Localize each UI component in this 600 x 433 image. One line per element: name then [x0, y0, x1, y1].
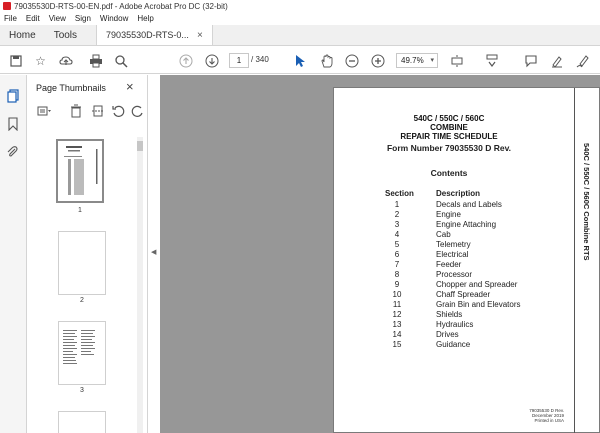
- page-thumbnail-4[interactable]: [58, 411, 106, 433]
- toc-desc: Hydraulics: [436, 320, 474, 329]
- toc-num: 15: [392, 340, 402, 349]
- toc-num: 5: [394, 240, 400, 249]
- bookmark-icon[interactable]: [6, 117, 20, 131]
- page-number-input[interactable]: 1: [229, 53, 249, 68]
- toc-desc: Electrical: [436, 250, 469, 259]
- toc-desc: Cab: [436, 230, 451, 239]
- toc-desc: Shields: [436, 310, 463, 319]
- toc-row: [334, 250, 564, 260]
- hand-tool-icon[interactable]: [319, 53, 334, 68]
- doc-title-line-2: COMBINE: [430, 123, 468, 132]
- toc-row: [334, 300, 564, 310]
- toc-num: 13: [392, 320, 402, 329]
- page-total: / 340: [251, 55, 269, 64]
- toc-row: [334, 260, 564, 270]
- doc-section-header: Section: [385, 189, 414, 198]
- fit-page-icon[interactable]: [449, 53, 464, 68]
- doc-description-header: Description: [436, 189, 481, 198]
- scrollbar-thumb[interactable]: [137, 141, 143, 151]
- thumbnail-scrollbar[interactable]: [137, 137, 143, 433]
- highlight-pen-icon[interactable]: [549, 53, 564, 68]
- toc-row: [334, 330, 564, 340]
- toc-num: 12: [392, 310, 402, 319]
- toc-desc: Guidance: [436, 340, 471, 349]
- toc-desc: Engine: [436, 210, 461, 219]
- thumbnails-panel: [28, 75, 148, 433]
- toc-desc: Feeder: [436, 260, 462, 269]
- toc-row: [334, 230, 564, 240]
- toc-num: 11: [392, 300, 402, 309]
- close-icon[interactable]: ×: [196, 29, 203, 41]
- menu-help[interactable]: Help: [137, 14, 154, 23]
- attachment-icon[interactable]: [6, 145, 20, 159]
- toc-row: [334, 310, 564, 320]
- toc-num: 3: [394, 220, 400, 229]
- toc-desc: Grain Bin and Elevators: [436, 300, 521, 309]
- panel-title: Page Thumbnails: [36, 83, 106, 93]
- doc-title-line-1: 540C / 550C / 560C: [413, 114, 485, 123]
- tab-home[interactable]: Home: [9, 29, 36, 41]
- zoom-in-icon[interactable]: [370, 53, 385, 68]
- previous-page-icon[interactable]: [178, 53, 193, 68]
- thumbnail-options-icon[interactable]: [37, 104, 51, 118]
- toc-desc: Decals and Labels: [436, 200, 502, 209]
- menu-view[interactable]: View: [48, 14, 66, 23]
- collapse-panel-icon[interactable]: ◀: [151, 249, 157, 256]
- thumbnail-toolbar: [28, 101, 148, 121]
- tab-document-label: 79035530D-RTS-0...: [106, 30, 189, 40]
- page-thumbnail-1[interactable]: [56, 139, 104, 203]
- navigation-rail: [0, 75, 27, 433]
- search-icon[interactable]: [113, 53, 128, 68]
- menu-sign[interactable]: Sign: [74, 14, 91, 23]
- toc-desc: Engine Attaching: [436, 220, 497, 229]
- doc-form-number: Form Number 79035530 D Rev.: [386, 143, 512, 153]
- bookmark-star-icon[interactable]: ☆: [35, 53, 46, 68]
- toc-num: 9: [394, 280, 400, 289]
- page-thumbnail-2[interactable]: [58, 231, 106, 295]
- delete-page-icon[interactable]: [69, 104, 83, 118]
- extract-page-icon[interactable]: [91, 104, 105, 118]
- acrobat-app-icon: [3, 2, 11, 10]
- rotate-right-icon[interactable]: [131, 104, 145, 118]
- tab-tools[interactable]: Tools: [53, 29, 78, 41]
- chevron-down-icon: ▾: [430, 57, 434, 64]
- toc-row: [334, 200, 564, 210]
- toc-num: 1: [394, 200, 400, 209]
- toc-desc: Processor: [436, 270, 473, 279]
- page-divider-line: [574, 88, 575, 433]
- rotate-left-icon[interactable]: [111, 104, 125, 118]
- scroll-mode-icon[interactable]: [484, 53, 499, 68]
- toc-num: 2: [394, 210, 400, 219]
- toc-desc: Chopper and Spreader: [436, 280, 518, 289]
- toc-desc: Telemetry: [436, 240, 471, 249]
- doc-title-line-3: REPAIR TIME SCHEDULE: [400, 132, 498, 141]
- toc-num: 10: [392, 290, 402, 299]
- footer-line: December 2019: [531, 413, 564, 418]
- panel-splitter[interactable]: [149, 75, 159, 433]
- window-titlebar: [0, 0, 600, 12]
- main-toolbar: [0, 47, 600, 74]
- cloud-upload-icon[interactable]: [58, 53, 73, 68]
- tab-bar: [0, 25, 600, 46]
- doc-side-title: 540C / 550C / 560C Combine RTS: [582, 143, 591, 261]
- menu-edit[interactable]: Edit: [25, 14, 40, 23]
- sign-icon[interactable]: [575, 53, 590, 68]
- toc-row: [334, 220, 564, 230]
- toc-row: [334, 320, 564, 330]
- zoom-out-icon[interactable]: [344, 53, 359, 68]
- thumbnail-label-2: 2: [80, 297, 84, 304]
- pdf-page: [333, 87, 600, 433]
- page-thumbnails-icon[interactable]: [6, 89, 20, 103]
- close-icon[interactable]: ×: [126, 79, 134, 94]
- next-page-icon[interactable]: [204, 53, 219, 68]
- toc-desc: Drives: [436, 330, 459, 339]
- toc-num: 8: [394, 270, 400, 279]
- menu-file[interactable]: File: [4, 14, 17, 23]
- toc-row: [334, 340, 564, 350]
- footer-line: 79035530 D Rev.: [529, 408, 564, 413]
- menu-window[interactable]: Window: [99, 14, 129, 23]
- toc-row: [334, 290, 564, 300]
- page-thumbnail-3[interactable]: [58, 321, 106, 385]
- zoom-level-select[interactable]: [396, 53, 438, 68]
- save-icon[interactable]: [8, 53, 23, 68]
- footer-line: Printed in USA: [534, 418, 564, 423]
- doc-footer: [524, 408, 564, 423]
- toc-row: [334, 210, 564, 220]
- thumbnail-label-1: 1: [78, 207, 82, 214]
- toc-num: 14: [392, 330, 402, 339]
- toc-row: [334, 270, 564, 280]
- toc-num: 4: [394, 230, 400, 239]
- window-title: 79035530D-RTS-00-EN.pdf - Adobe Acrobat Pro DC (32-bit): [14, 1, 228, 11]
- select-cursor-icon[interactable]: [292, 53, 307, 68]
- toc-num: 7: [394, 260, 400, 269]
- print-icon[interactable]: [88, 53, 103, 68]
- toc-num: 6: [394, 250, 400, 259]
- doc-contents-heading: Contents: [430, 168, 468, 178]
- menu-bar: [0, 12, 600, 25]
- tab-document[interactable]: [96, 25, 213, 45]
- toc-row: [334, 240, 564, 250]
- zoom-level-value: 49.7%: [401, 56, 424, 65]
- document-viewport[interactable]: [160, 75, 600, 433]
- comment-icon[interactable]: [523, 53, 538, 68]
- thumbnail-label-3: 3: [80, 387, 84, 394]
- toc-row: [334, 280, 564, 290]
- toc-desc: Chaff Spreader: [436, 290, 491, 299]
